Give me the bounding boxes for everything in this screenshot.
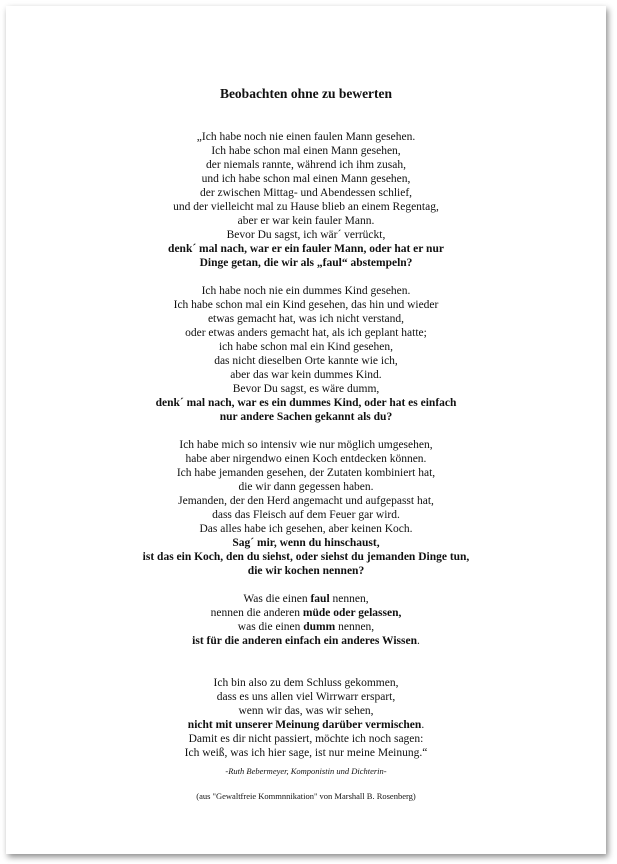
- poem-line: [6, 620, 606, 634]
- poem-line: [6, 494, 606, 508]
- poem-line: [6, 410, 606, 424]
- bold-text: müde oder gelassen,: [302, 607, 402, 619]
- bold-text: faul: [310, 593, 330, 605]
- poem-line: [6, 340, 606, 354]
- line-text: Ich weiß, was ich hier sage, ist nur meine Meinung.“: [184, 747, 428, 759]
- poem-line: [6, 536, 606, 550]
- bold-text: denk´ mal nach, war es ein dummes Kind, oder hat es einfach: [155, 397, 457, 409]
- poem-line: [6, 200, 606, 214]
- line-text: was die einen: [237, 621, 304, 633]
- poem-line: [6, 214, 606, 228]
- poem-line: [6, 718, 606, 732]
- poem-line: [6, 746, 606, 760]
- line-text: Was die einen: [243, 593, 311, 605]
- line-text: nennen,: [335, 621, 375, 633]
- stanza-gap: [6, 648, 606, 676]
- line-text: dass das Fleisch auf dem Feuer gar wird.: [212, 509, 400, 521]
- line-text: wenn wir das, was wir sehen,: [238, 705, 374, 717]
- line-text: und ich habe schon mal einen Mann gesehen,: [201, 173, 411, 185]
- poem-line: [6, 592, 606, 606]
- poem-line: [6, 480, 606, 494]
- stanza-5: [6, 676, 606, 760]
- poem-line: [6, 634, 606, 648]
- poem-line: [6, 452, 606, 466]
- poem-line: [6, 382, 606, 396]
- line-text: .: [421, 719, 425, 731]
- author-attribution: -Ruth Bebermeyer, Komponistin und Dichterin-: [225, 766, 387, 776]
- poem-line: [6, 564, 606, 578]
- poem-line: [6, 396, 606, 410]
- poem-line: [6, 466, 606, 480]
- line-text: oder etwas anders gemacht hat, als ich geplant hatte;: [185, 327, 427, 339]
- poem-line: [6, 228, 606, 242]
- line-text: das nicht dieselben Orte kannte wie ich,: [214, 355, 398, 367]
- stanza-gap: [6, 578, 606, 592]
- poem-line: [6, 172, 606, 186]
- line-text: nennen,: [329, 593, 369, 605]
- line-text: etwas gemacht hat, was ich nicht verstand,: [207, 313, 405, 325]
- line-text: Ich habe schon mal einen Mann gesehen,: [211, 145, 401, 157]
- poem-line: [6, 368, 606, 382]
- poem-line: [6, 732, 606, 746]
- poem-line: [6, 676, 606, 690]
- poem-line: [6, 438, 606, 452]
- stanza-3: [6, 438, 606, 578]
- poem-line: [6, 606, 606, 620]
- bold-text: ist für die anderen einfach ein anderes Wissen: [192, 635, 417, 647]
- poem-body: [6, 130, 606, 760]
- line-text: Ich habe jemanden gesehen, der Zutaten kombiniert hat,: [176, 467, 436, 479]
- line-text: aber er war kein fauler Mann.: [237, 215, 375, 227]
- line-text: aber das war kein dummes Kind.: [230, 369, 382, 381]
- line-text: Ich habe mich so intensiv wie nur möglich umgesehen,: [179, 439, 433, 451]
- poem-line: [6, 690, 606, 704]
- line-text: Ich habe noch nie ein dummes Kind gesehen.: [201, 285, 411, 297]
- line-text: Ich bin also zu dem Schluss gekommen,: [213, 677, 399, 689]
- line-text: Jemanden, der den Herd angemacht und aufgepasst hat,: [178, 495, 434, 507]
- poem-line: [6, 130, 606, 144]
- poem-line: [6, 256, 606, 270]
- poem-line: [6, 522, 606, 536]
- bold-text: dumm: [303, 621, 336, 633]
- stanza-gap: [6, 424, 606, 438]
- poem-line: [6, 242, 606, 256]
- bold-text: Dinge getan, die wir als „faul“ abstempeln?: [199, 257, 413, 269]
- poem-line: [6, 284, 606, 298]
- bold-text: nicht mit unserer Meinung darüber vermischen: [187, 719, 422, 731]
- line-text: habe aber nirgendwo einen Koch entdecken können.: [185, 453, 427, 465]
- poem-line: [6, 508, 606, 522]
- document-page: [6, 6, 606, 854]
- stanza-4: [6, 592, 606, 648]
- stanza-1: [6, 130, 606, 270]
- line-text: Damit es dir nicht passiert, möchte ich noch sagen:: [188, 733, 424, 745]
- poem-line: [6, 354, 606, 368]
- poem-line: [6, 550, 606, 564]
- poem-line: [6, 298, 606, 312]
- poem-line: [6, 158, 606, 172]
- line-text: und der vielleicht mal zu Hause blieb an einem Regentag,: [173, 201, 439, 213]
- poem-line: [6, 326, 606, 340]
- poem-line: [6, 144, 606, 158]
- stanza-gap: [6, 270, 606, 284]
- line-text: Ich habe schon mal ein Kind gesehen, das hin und wieder: [173, 299, 439, 311]
- stanza-2: [6, 284, 606, 424]
- line-text: „Ich habe noch nie einen faulen Mann gesehen.: [196, 131, 416, 143]
- line-text: Bevor Du sagst, ich wär´ verrückt,: [226, 229, 386, 241]
- poem-line: [6, 186, 606, 200]
- line-text: Bevor Du sagst, es wäre dumm,: [232, 383, 380, 395]
- poem-title: Beobachten ohne zu bewerten: [219, 86, 393, 101]
- bold-text: die wir kochen nennen?: [247, 565, 365, 577]
- line-text: der zwischen Mittag- und Abendessen schlief,: [199, 187, 413, 199]
- bold-text: ist das ein Koch, den du siehst, oder siehst du jemanden Dinge tun,: [142, 551, 470, 563]
- source-note: (aus "Gewaltfreie Kommnnikation" von Marshall B. Rosenberg): [196, 791, 416, 801]
- line-text: .: [416, 635, 420, 647]
- bold-text: denk´ mal nach, war er ein fauler Mann, oder hat er nur: [168, 243, 444, 255]
- line-text: die wir dann gegessen haben.: [238, 481, 374, 493]
- line-text: dass es uns allen viel Wirrwarr erspart,: [216, 691, 396, 703]
- line-text: nennen die anderen: [210, 607, 303, 619]
- bold-text: Sag´ mir, wenn du hinschaust,: [232, 537, 380, 549]
- line-text: Das alles habe ich gesehen, aber keinen Koch.: [199, 523, 413, 535]
- poem-line: [6, 704, 606, 718]
- line-text: ich habe schon mal ein Kind gesehen,: [218, 341, 394, 353]
- line-text: der niemals rannte, während ich ihm zusah,: [206, 159, 406, 171]
- bold-text: nur andere Sachen gekannt als du?: [219, 411, 393, 423]
- poem-line: [6, 312, 606, 326]
